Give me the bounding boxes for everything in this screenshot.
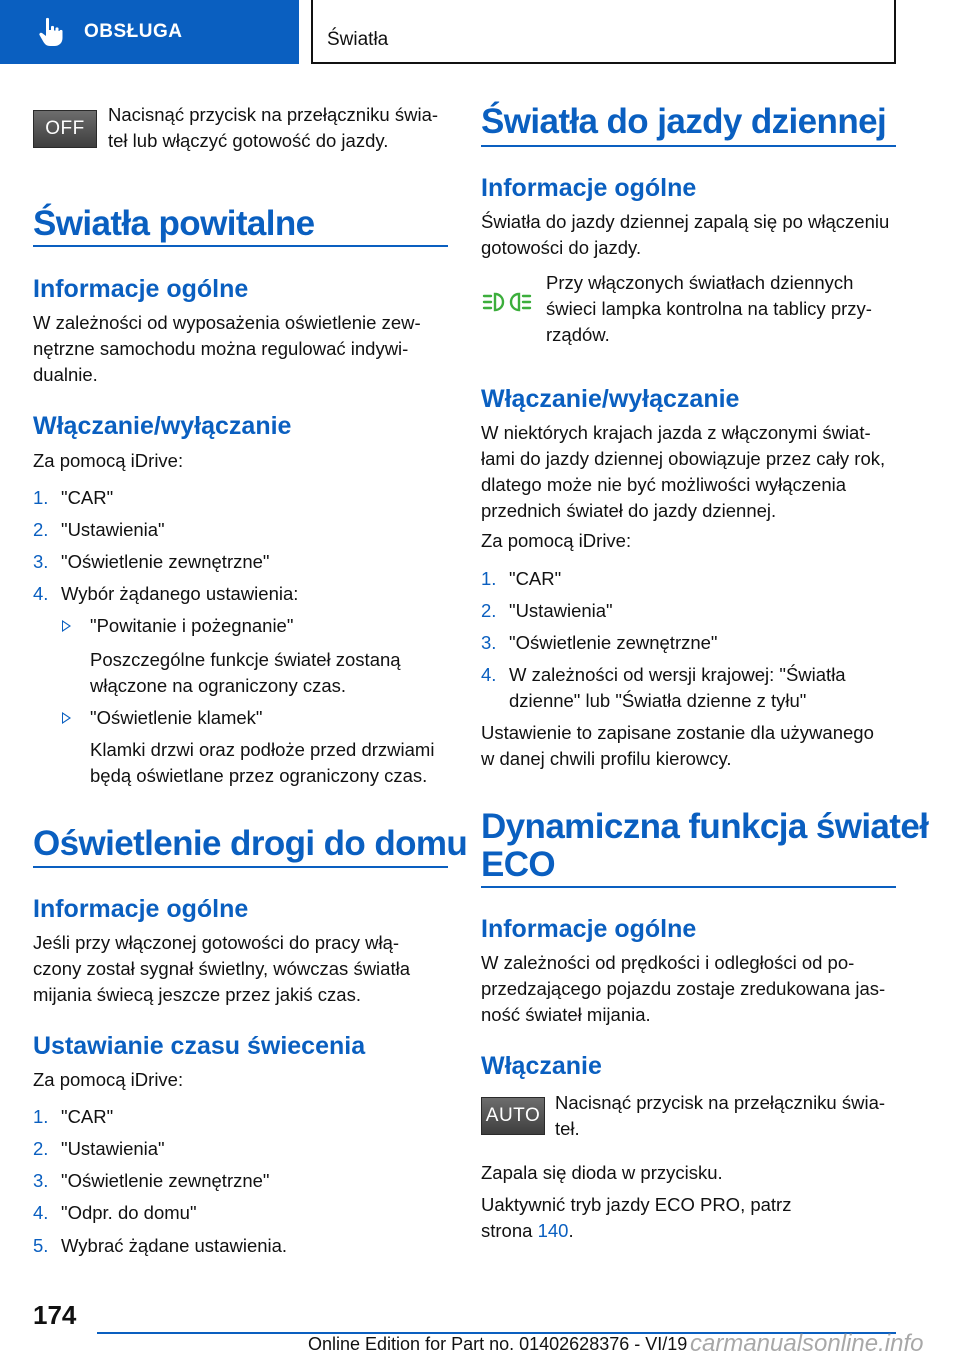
welcome-lights-title: Światła powitalne [33,204,315,243]
daytime-general-heading: Informacje ogólne [481,174,697,202]
section-rule [481,886,896,888]
section-rule [33,245,448,247]
daytime-running-light-indicator-icon [481,290,533,320]
welcome-general-heading: Informacje ogólne [33,275,249,303]
eco-general-heading: Informacje ogólne [481,915,697,943]
daytime-saved-text: Ustawienie to zapisane zostanie dla używanego w danej chwili profilu kierowcy. [481,722,874,769]
off-instruction: Nacisnąć przycisk na przełączniku świa‐ teł lub włączyć gotowość do jazdy. [108,104,439,151]
led-text: Zapala się dioda w przycisku. [481,1162,723,1183]
auto-instruction: Nacisnąć przycisk na przełączniku świa‐ teł. [555,1092,886,1139]
daytime-idrive-text: Za pomocą iDrive: [481,530,632,551]
daytime-indicator-text: Przy włączonych światłach dziennych świeci lampka kontrolna na tablicy przy‐ rządów. [546,272,872,345]
page-reference-link[interactable]: 140 [537,1220,569,1241]
section-tab[interactable] [0,0,299,64]
home-idrive-text: Za pomocą iDrive: [33,1069,184,1090]
watermark: carmanualsonline.info [690,1330,924,1357]
chapter-title: Światła [327,29,389,50]
home-time-heading: Ustawianie czasu świecenia [33,1032,366,1060]
welcome-idrive-text: Za pomocą iDrive: [33,450,184,471]
page-number: 174 [33,1300,77,1330]
home-lighting-title: Oświetlenie drogi do domu [33,824,468,863]
home-general-heading: Informacje ogólne [33,895,249,923]
home-general-text: Jeśli przy włączonej gotowości do pracy włą‐ czony został sygnał świetlny, wówczas światła mijania świecą jeszcze przez jakiś czas. [33,932,410,1005]
triangle-bullet-icon [62,620,71,632]
welcome-general-text: W zależności od wyposażenia oświetlenie zew‐ nętrzne samochodu można regulować indywi‐ dualnie. [33,312,421,385]
triangle-bullet-icon [62,712,71,724]
edition-text: Online Edition for Part no. 01402628376 - VI/19 [308,1334,688,1354]
section-label: OBSŁUGA [84,21,183,42]
daytime-lights-title: Światła do jazdy dziennej [481,102,887,141]
ecopro-text: Uaktywnić tryb jazdy ECO PRO, patrz strona 140. [481,1194,792,1241]
section-rule [33,866,448,868]
eco-general-text: W zależności od prędkości i odległości od po‐ przedzającego pojazdu zostaje zredukowana jas‐ ność świateł mijania. [481,952,886,1025]
chapter-header [311,0,896,64]
off-button-image: OFF [33,110,97,148]
section-rule [481,145,896,147]
auto-button-image: AUTO [481,1097,545,1135]
eco-lights-title: Dynamiczna funkcja świateł ECO [481,807,929,884]
daytime-onoff-heading: Włączanie/wyłączanie [481,385,740,413]
hand-pointer-icon [38,17,64,47]
welcome-onoff-heading: Włączanie/wyłączanie [33,412,292,440]
eco-on-heading: Włączanie [481,1052,602,1080]
daytime-onoff-text: W niektórych krajach jazda z włączonymi świat‐ łami do jazdy dziennej obowiązuje przez cały rok, dlatego może nie być możliwości wyłączenia przednich świateł do jazdy dziennej. [481,422,886,521]
daytime-general-text: Światła do jazdy dziennej zapalą się po włączeniu gotowości do jazdy. [481,211,890,258]
